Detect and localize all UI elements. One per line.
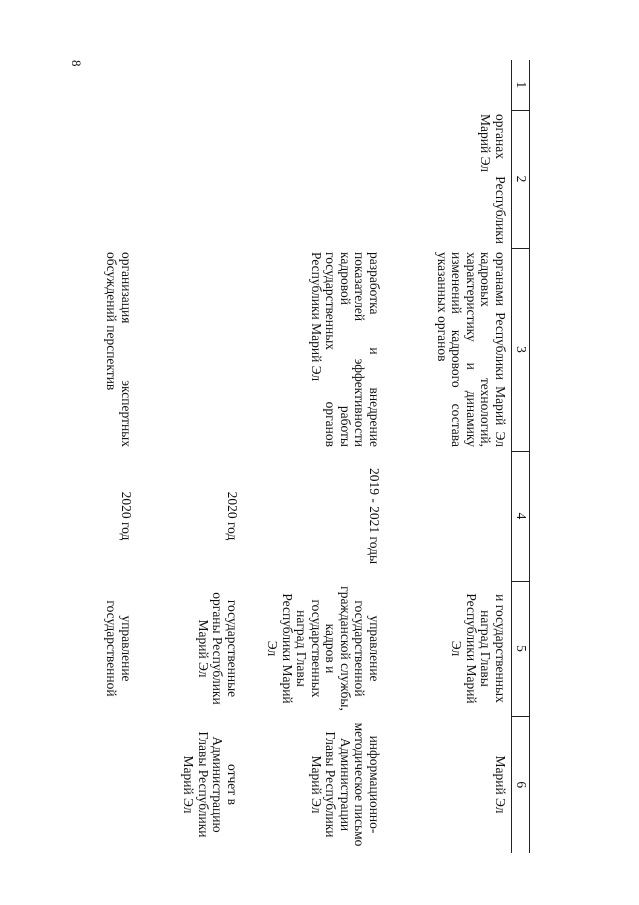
cell-col1: [137, 60, 243, 110]
cell-col3: [137, 248, 243, 451]
header-col-6: 6: [512, 716, 530, 853]
plan-table-rotated: [104, 60, 530, 853]
cell-col1: [243, 60, 385, 110]
cell-col2: органах Республики Марий Эл: [478, 114, 508, 244]
table-row: [104, 60, 137, 853]
cell-col6: отчет в Администрацию Главы Республики Марий Эл: [181, 731, 240, 838]
cell-col3: органами Республики Марий Эл кадровых технологий, характеристику и динамику изменений кадрового состава указанных органов: [434, 252, 508, 447]
header-col-1: 1: [512, 60, 530, 110]
header-col-3: 3: [512, 248, 530, 451]
header-col-4: 4: [512, 451, 530, 581]
cell-col4: [385, 451, 512, 581]
cell-col6: Марий Эл: [493, 755, 508, 814]
table-row: [385, 60, 512, 853]
table-row: [243, 60, 385, 853]
cell-col4: 2020 год: [225, 491, 240, 541]
header-col-5: 5: [512, 581, 530, 716]
cell-col6: информационно-методическое письмо Администрации Главы Республики Марий Эл: [308, 722, 382, 847]
cell-col6: [104, 716, 137, 853]
header-col-2: 2: [512, 110, 530, 248]
cell-col1: [104, 60, 137, 110]
cell-col5: управление государственной: [104, 600, 134, 697]
cell-col2: [243, 110, 385, 248]
cell-col4: 2019 - 2021 годы: [367, 467, 382, 565]
table-header-row: [512, 60, 530, 853]
page-number: 8: [69, 60, 84, 67]
cell-col3: разработка и внедрение показателей эффективности кадровой работы государственных органов Республики Марий Эл: [308, 252, 382, 447]
cell-col4: 2020 год: [119, 491, 134, 541]
cell-col1: [385, 60, 512, 110]
cell-col5: и государственных наград Главы Республики Марий Эл: [449, 593, 508, 704]
cell-col3: организация экспертных обсуждений перспектив: [104, 252, 134, 447]
cell-col5: управление государственной гражданской службы, кадров и государственных наград Главы Республики Марий Эл: [264, 586, 382, 711]
table-row: [137, 60, 243, 853]
cell-col2: [137, 110, 243, 248]
cell-col2: [104, 110, 137, 248]
cell-col5: государственные органы Республики Марий Эл: [195, 592, 240, 705]
plan-table: [104, 60, 530, 853]
